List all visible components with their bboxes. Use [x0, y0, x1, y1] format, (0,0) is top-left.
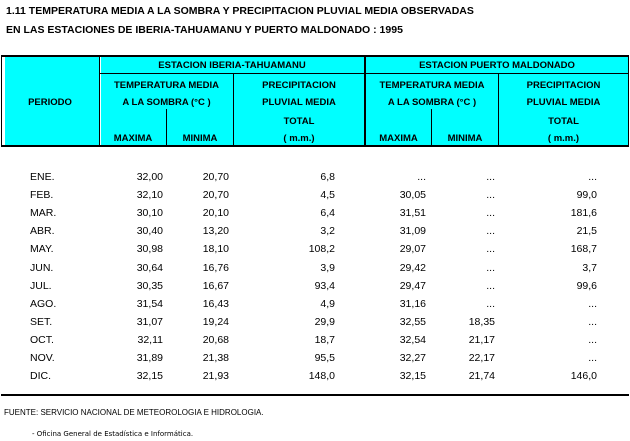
iberia-maxima-cell: 32,10 [136, 189, 163, 201]
iberia-precip-cell: 95,5 [314, 352, 335, 364]
puerto-precip-cell: 146,0 [570, 370, 597, 382]
header-puerto-temp-line2: A LA SOMBRA (°C ) [387, 96, 477, 108]
month-cell: ABR. [30, 225, 55, 237]
puerto-minima-cell: 21,74 [468, 370, 495, 382]
header-puerto-total: TOTAL [548, 115, 579, 127]
puerto-precip-cell: ... [588, 334, 597, 346]
footer-source: FUENTE: SERVICIO NACIONAL DE METEOROLOGIA E HIDROLOGIA. [4, 408, 264, 417]
puerto-precip-cell: 3,7 [582, 262, 597, 274]
puerto-precip-cell: 99,6 [576, 280, 597, 292]
iberia-minima-cell: 16,67 [202, 280, 229, 292]
iberia-precip-cell: 3,9 [320, 262, 335, 274]
iberia-precip-cell: 3,2 [320, 225, 335, 237]
puerto-precip-cell: ... [588, 298, 597, 310]
puerto-minima-cell: ... [486, 298, 495, 310]
header-iberia-total: TOTAL [283, 115, 315, 127]
iberia-minima-cell: 21,38 [202, 352, 229, 364]
month-cell: DIC. [30, 370, 51, 382]
iberia-precip-cell: 4,9 [320, 298, 335, 310]
iberia-maxima-cell: 30,98 [136, 243, 163, 255]
puerto-minima-cell: 22,17 [468, 352, 495, 364]
iberia-precip-cell: 6,4 [320, 207, 335, 219]
iberia-precip-cell: 29,9 [314, 316, 335, 328]
header-puerto-precip-line1: PRECIPITACION [526, 79, 601, 91]
header-iberia-minima: MINIMA [182, 132, 218, 144]
month-cell: MAY. [30, 243, 54, 255]
puerto-precip-cell: ... [588, 316, 597, 328]
month-cell: SET. [30, 316, 53, 328]
header-bottom-rule [1, 145, 629, 147]
iberia-precip-cell: 4,5 [320, 189, 335, 201]
month-cell: JUN. [30, 262, 54, 274]
puerto-precip-cell: 181,6 [570, 207, 597, 219]
iberia-maxima-cell: 30,10 [136, 207, 163, 219]
puerto-maxima-cell: 29,47 [399, 280, 426, 292]
puerto-precip-cell: 21,5 [576, 225, 597, 237]
iberia-precip-cell: 6,8 [320, 171, 335, 183]
iberia-precip-cell: 148,0 [308, 370, 335, 382]
iberia-minima-cell: 20,10 [202, 207, 229, 219]
puerto-minima-cell: ... [486, 189, 495, 201]
iberia-minima-cell: 20,70 [202, 171, 229, 183]
iberia-maxima-cell: 32,15 [136, 370, 163, 382]
iberia-maxima-cell: 31,07 [136, 316, 163, 328]
puerto-maxima-cell: 31,09 [399, 225, 426, 237]
puerto-precip-cell: 168,7 [570, 243, 597, 255]
iberia-maxima-cell: 32,11 [137, 334, 163, 346]
iberia-maxima-cell: 30,35 [136, 280, 163, 292]
iberia-precip-cell: 108,2 [308, 243, 335, 255]
puerto-maxima-cell: 32,15 [399, 370, 426, 382]
iberia-maxima-cell: 30,64 [136, 262, 163, 274]
iberia-minima-cell: 20,70 [202, 189, 229, 201]
puerto-precip-cell: 99,0 [576, 189, 597, 201]
puerto-minima-cell: ... [486, 243, 495, 255]
iberia-precip-cell: 18,7 [314, 334, 335, 346]
puerto-maxima-cell: ... [417, 171, 426, 183]
header-right-edge [628, 55, 629, 147]
puerto-maxima-cell: 31,16 [399, 298, 426, 310]
iberia-minima-cell: 18,10 [202, 243, 229, 255]
month-cell: MAR. [30, 207, 57, 219]
header-iberia-maxima: MAXIMA [113, 132, 153, 144]
header-puerto-minima: MINIMA [447, 132, 483, 144]
puerto-minima-cell: ... [486, 280, 495, 292]
puerto-minima-cell: ... [486, 262, 495, 274]
puerto-maxima-cell: 32,54 [399, 334, 426, 346]
iberia-precip-cell: 93,4 [314, 280, 335, 292]
month-cell: OCT. [30, 334, 54, 346]
iberia-maxima-cell: 32,00 [136, 171, 163, 183]
puerto-maxima-cell: 30,05 [399, 189, 426, 201]
header-puerto-unit: ( m.m.) [547, 132, 580, 144]
iberia-minima-cell: 21,93 [202, 370, 229, 382]
header-iberia-unit: ( m.m.) [283, 132, 315, 144]
header-puerto-precip-line2: PLUVIAL MEDIA [526, 96, 601, 108]
table-title-line-1: 1.11 TEMPERATURA MEDIA A LA SOMBRA Y PRECIPITACION PLUVIAL MEDIA OBSERVADAS [6, 5, 474, 17]
header-iberia-precip-line2: PLUVIAL MEDIA [262, 96, 336, 108]
header-periodo: PERIODO [28, 96, 72, 108]
header-iberia-temp-line2: A LA SOMBRA (°C ) [122, 96, 211, 108]
table-title-line-2: EN LAS ESTACIONES DE IBERIA-TAHUAMANU Y PUERTO MALDONADO : 1995 [6, 24, 403, 36]
iberia-minima-cell: 20,68 [202, 334, 229, 346]
footer-office: - Oficina General de Estadística e Informática. [32, 430, 194, 438]
puerto-maxima-cell: 32,27 [399, 352, 426, 364]
month-cell: AGO. [30, 298, 57, 310]
puerto-maxima-cell: 29,42 [399, 262, 426, 274]
iberia-maxima-cell: 31,89 [136, 352, 163, 364]
puerto-precip-cell: ... [588, 171, 597, 183]
header-station-puerto: ESTACION PUERTO MALDONADO [419, 60, 575, 71]
header-iberia-precip-line1: PRECIPITACION [262, 79, 336, 91]
header-puerto-maxima: MAXIMA [379, 132, 418, 144]
puerto-minima-cell: ... [486, 207, 495, 219]
puerto-precip-cell: ... [588, 352, 597, 364]
puerto-maxima-cell: 32,55 [399, 316, 426, 328]
iberia-maxima-cell: 31,54 [136, 298, 163, 310]
puerto-minima-cell: 21,17 [468, 334, 495, 346]
iberia-minima-cell: 16,43 [202, 298, 229, 310]
header-iberia-temp-line1: TEMPERATURA MEDIA [113, 79, 220, 91]
puerto-minima-cell: ... [486, 171, 495, 183]
header-puerto-temp-line1: TEMPERATURA MEDIA [379, 79, 485, 91]
iberia-minima-cell: 13,20 [202, 225, 229, 237]
month-cell: JUL. [30, 280, 52, 292]
iberia-minima-cell: 16,76 [202, 262, 229, 274]
header-top-rule [1, 55, 629, 57]
puerto-minima-cell: ... [486, 225, 495, 237]
iberia-minima-cell: 19,24 [202, 316, 229, 328]
puerto-maxima-cell: 31,51 [399, 207, 426, 219]
table-end-rule [1, 394, 629, 396]
puerto-minima-cell: 18,35 [468, 316, 495, 328]
month-cell: ENE. [30, 171, 55, 183]
header-station-iberia: ESTACION IBERIA-TAHUAMANU [158, 60, 306, 71]
iberia-maxima-cell: 30,40 [136, 225, 163, 237]
month-cell: NOV. [30, 352, 55, 364]
month-cell: FEB. [30, 189, 54, 201]
puerto-maxima-cell: 29,07 [399, 243, 426, 255]
